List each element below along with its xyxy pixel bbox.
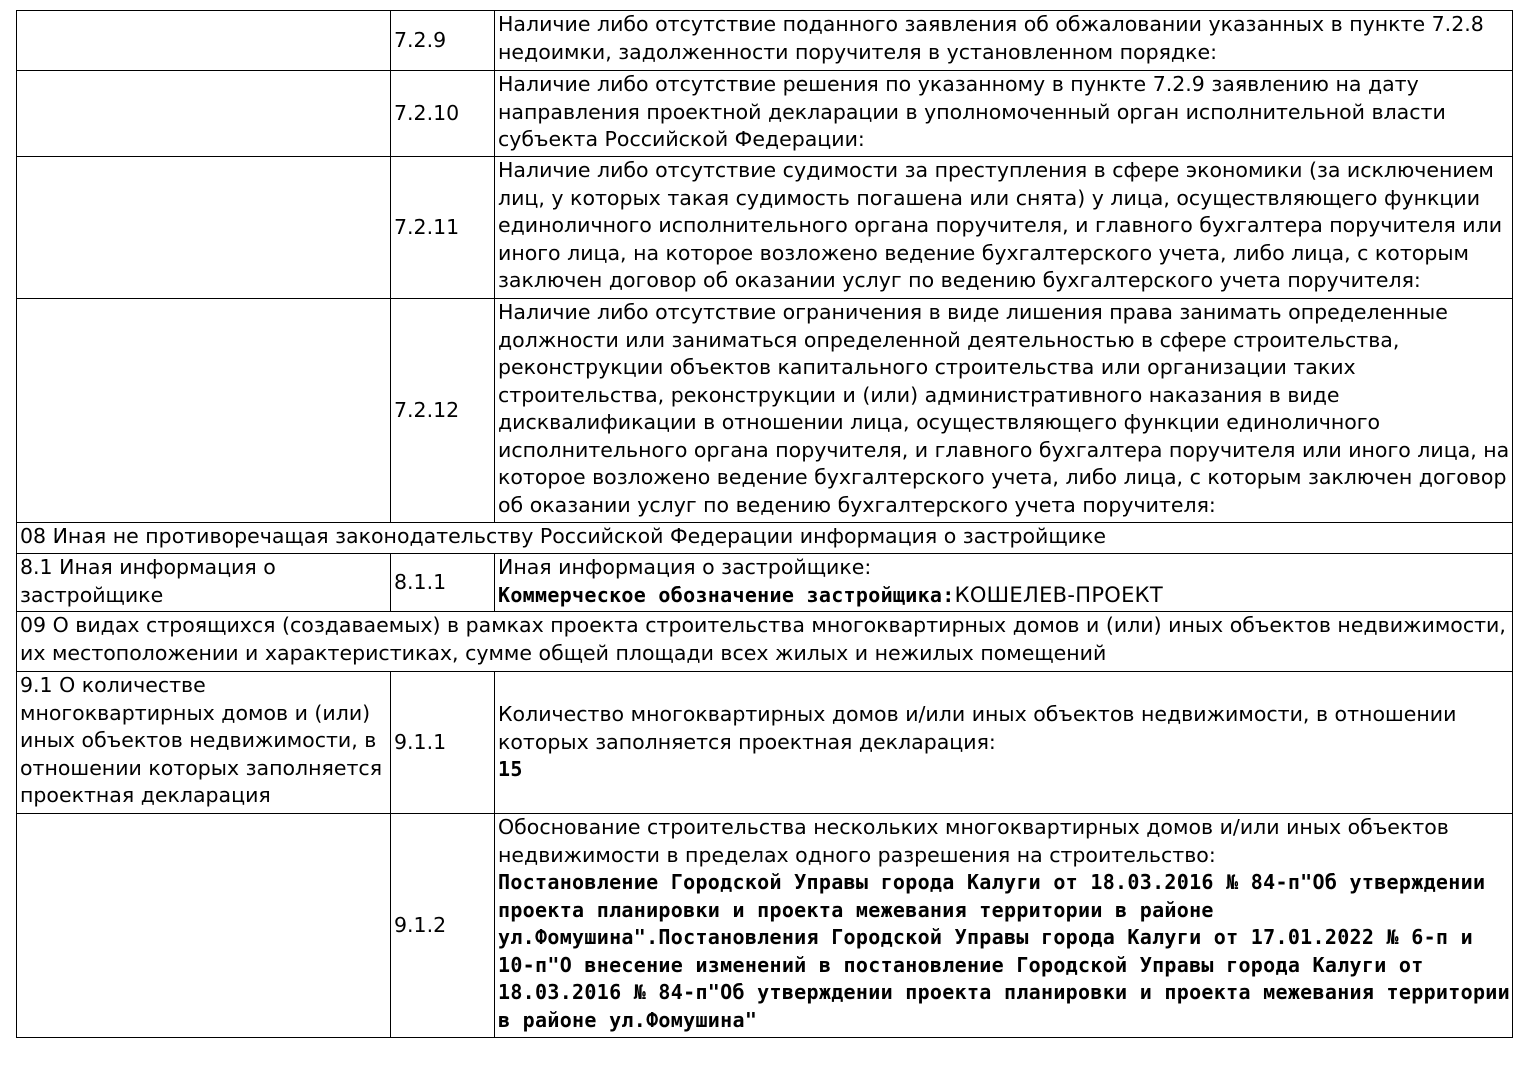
section-header-row — [17, 523, 1513, 554]
item-code: 9.1.1 — [391, 672, 495, 814]
table-row — [17, 157, 1513, 299]
table-row — [17, 672, 1513, 814]
item-code: 8.1.1 — [391, 554, 495, 612]
value-label: Коммерческое обозначение застройщика: — [498, 582, 955, 607]
item-text: Наличие либо отсутствие судимости за преступления в сфере экономики (за исключением лиц, у которых такая судимость погашена или снята) у лица, осуществляющего функции единоличного исполнительного органа поручителя, и главного бухгалтера поручителя или иного лица, на которое возложено ведение бухгалтерского учета, либо лица, с которым заключен договор об оказании услуг по ведению бухгалтерского учета поручителя: — [495, 157, 1513, 299]
section-08-header: 08 Иная не противоречащая законодательству Российской Федерации информация о застройщике — [17, 523, 1513, 554]
item-value: 15 — [498, 757, 523, 782]
item-code: 7.2.11 — [391, 157, 495, 299]
item-text: Наличие либо отсутствие решения по указанному в пункте 7.2.9 заявлению на дату направления проектной декларации в уполномоченный орган исполнительной власти субъекта Российской Федерации: — [495, 71, 1513, 157]
item-text: Наличие либо отсутствие поданного заявления об обжаловании указанных в пункте 7.2.8 недоимки, задолженности поручителя в установленном порядке: — [495, 11, 1513, 71]
table-row — [17, 299, 1513, 523]
empty-cell — [17, 814, 391, 1038]
table-row — [17, 554, 1513, 612]
empty-cell — [17, 71, 391, 157]
item-text: Наличие либо отсутствие ограничения в виде лишения права занимать определенные должности или заниматься определенной деятельностью в сфере строительства, реконструкции объектов капитального строительства или организации таких строительства, реконструкции и (или) административного наказания в виде дисквалификации в отношении лица, осуществляющего функции единоличного исполнительного органа поручителя, и главного бухгалтера поручителя или иного лица, на которое возложено ведение бухгалтерского учета, либо лица, с которым заключен договор об оказании услуг по ведению бухгалтерского учета поручителя: — [495, 299, 1513, 523]
item-value — [498, 582, 1512, 610]
subsection-title: 8.1 Иная информация о застройщике — [17, 554, 391, 612]
table-row — [17, 11, 1513, 71]
item-code: 9.1.2 — [391, 814, 495, 1038]
empty-cell — [17, 157, 391, 299]
section-header-row — [17, 612, 1513, 672]
item-text — [495, 554, 1513, 612]
table-row — [17, 71, 1513, 157]
item-text — [495, 814, 1513, 1038]
item-code: 7.2.9 — [391, 11, 495, 71]
subsection-title: 9.1 О количестве многоквартирных домов и (или) иных объектов недвижимости, в отношении которых заполняется проектная декларация — [17, 672, 391, 814]
item-code: 7.2.12 — [391, 299, 495, 523]
item-label: Обоснование строительства нескольких многоквартирных домов и/или иных объектов недвижимости в пределах одного разрешения на строительство: — [498, 815, 1449, 867]
section-09-header: 09 О видах строящихся (создаваемых) в рамках проекта строительства многоквартирных домов и (или) иных объектов недвижимости, их местоположении и характеристиках, сумме общей площади всех жилых и нежилых помещений — [17, 612, 1513, 672]
empty-cell — [17, 11, 391, 71]
item-label: Количество многоквартирных домов и/или иных объектов недвижимости, в отношении которых заполняется проектная декларация: — [498, 702, 1457, 754]
item-value: Постановление Городской Управы города Калуги от 18.03.2016 № 84-п"Об утверждении проекта планировки и проекта межевания территории в районе ул.Фомушина".Постановления Городской Управы города Калуги от 17.01.2022 № 6-п и 10-п"О внесение изменений в постановление Городской Управы города Калуги от 18.03.2016 № 84-п"Об утверждении проекта планировки и проекта межевания территории в районе ул.Фомушина" — [498, 870, 1510, 1032]
item-text — [495, 672, 1513, 814]
table-row — [17, 814, 1513, 1038]
item-label: Иная информация о застройщике: — [498, 555, 872, 579]
item-code: 7.2.10 — [391, 71, 495, 157]
value-text: КОШЕЛЕВ-ПРОЕКТ — [954, 582, 1164, 607]
empty-cell — [17, 299, 391, 523]
declaration-table — [16, 10, 1513, 1038]
